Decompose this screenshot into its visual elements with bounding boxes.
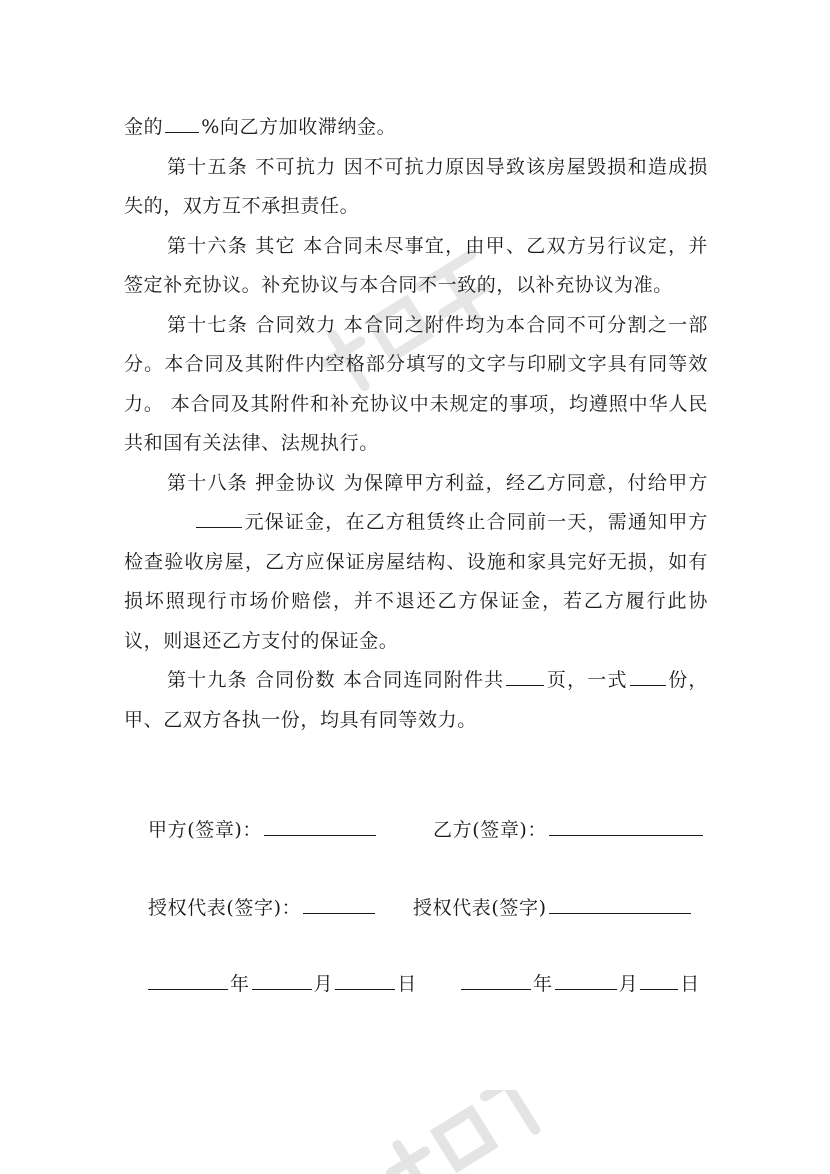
party-a-signature bbox=[148, 815, 378, 845]
clause-18-text-after: 元保证金，在乙方租赁终止合同前一天，需通知甲方检查验收房屋，乙方应保证房屋结构、设施和家具完好无损，如有损坏照现行市场价赔偿，并不退还乙方保证金，若乙方履行此协议，则退还乙方支付的保证金。 bbox=[124, 511, 708, 652]
party-b-month-blank[interactable] bbox=[555, 971, 617, 990]
rep-b-signature bbox=[413, 893, 693, 923]
clause-19-text-middle: 页，一式 bbox=[546, 669, 628, 691]
rep-b-signature-blank[interactable] bbox=[549, 895, 691, 914]
clause-19 bbox=[124, 661, 708, 740]
party-a-date bbox=[148, 969, 417, 999]
signature-row-parties bbox=[148, 815, 708, 845]
clause-17: 第十七条 合同效力 本合同之附件均为本合同不可分割之一部分。本合同及其附件内空格部分填写的文字与印刷文字具有同等效力。 本合同及其附件和补充协议中未规定的事项，均遵照中华人民共和国有关法律、法规执行。 bbox=[124, 313, 708, 454]
clause-18-text-before: 第十八条 押金协议 为保障甲方利益，经乙方同意，付给甲方 bbox=[167, 471, 708, 494]
rep-a-signature bbox=[148, 893, 377, 923]
party-a-month-label: 月 bbox=[313, 973, 334, 995]
party-b-year-blank[interactable] bbox=[461, 971, 531, 990]
clause-14-text-before: 金的 bbox=[124, 116, 164, 138]
party-b-date bbox=[461, 969, 700, 999]
copy-count-blank[interactable] bbox=[630, 667, 666, 686]
signature-row-representatives bbox=[148, 893, 708, 923]
party-b-signature-blank[interactable] bbox=[549, 817, 703, 836]
party-b-day-label: 日 bbox=[680, 973, 700, 995]
party-a-day-label: 日 bbox=[397, 973, 417, 995]
contract-body bbox=[124, 108, 708, 740]
clause-19-text-after: 份，甲、乙双方各执一份，均具有同等效力。 bbox=[124, 669, 709, 731]
party-b-year-label: 年 bbox=[533, 973, 553, 995]
late-fee-percent-blank[interactable] bbox=[165, 114, 199, 133]
clause-16: 第十六条 其它 本合同未尽事宜，由甲、乙双方另行议定，并签定补充协议。补充协议与本合同不一致的，以补充协议为准。 bbox=[124, 234, 708, 296]
party-a-label: 甲方(签章)： bbox=[148, 819, 263, 841]
clause-14-tail bbox=[124, 108, 708, 148]
signature-row-dates bbox=[148, 969, 708, 999]
party-b-month-label: 月 bbox=[618, 973, 639, 995]
deposit-amount-blank[interactable] bbox=[196, 509, 242, 528]
clause-18 bbox=[124, 464, 708, 662]
clause-15: 第十五条 不可抗力 因不可抗力原因导致该房屋毁损和造成损失的，双方互不承担责任。 bbox=[124, 155, 708, 217]
party-b-label: 乙方(签章)： bbox=[433, 819, 548, 841]
watermark-corner-icon bbox=[360, 1090, 560, 1174]
clause-19-text-before: 第十九条 合同份数 本合同连同附件共 bbox=[167, 669, 505, 691]
party-a-year-label: 年 bbox=[230, 973, 250, 995]
page-count-blank[interactable] bbox=[506, 667, 544, 686]
clause-14-text-after: %向乙方加收滞纳金。 bbox=[201, 116, 397, 138]
rep-b-label: 授权代表(签字) bbox=[413, 897, 547, 919]
party-a-month-blank[interactable] bbox=[252, 971, 312, 990]
party-b-signature bbox=[433, 815, 705, 845]
party-a-day-blank[interactable] bbox=[335, 971, 395, 990]
rep-a-signature-blank[interactable] bbox=[303, 895, 375, 914]
party-b-day-blank[interactable] bbox=[640, 971, 678, 990]
party-a-signature-blank[interactable] bbox=[264, 817, 376, 836]
rep-a-label: 授权代表(签字)： bbox=[148, 897, 302, 919]
party-a-year-blank[interactable] bbox=[148, 971, 228, 990]
